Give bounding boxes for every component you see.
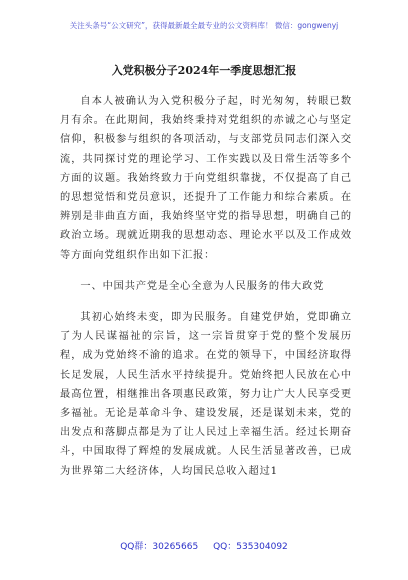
header-banner: 关注头条号“公文研究”，获得最新最全最专业的公文资料库！ 微信：gongwenyj <box>69 21 339 30</box>
intro-paragraph: 自本人被确认为入党积极分子起，时光匆匆，转眼已数月有余。在此期间，我始终秉持对党组织的赤诚之心与坚定信仰，积极参与组织的各项活动，与支部党员同志们深入交流，共同探讨党的理论学习、工作实践以及日常生活等多个方面的议题。我始终致力于向党组织靠拢，不仅提高了自己的思想觉悟和党员意识，还提升了工作能力和综合素质。在辨别是非曲直方面，我始终坚守党的指导思想，明确自己的政治立场。现就近期我的思想动态、理论水平以及工作成效等方面向党组织作出如下汇报： <box>60 96 352 261</box>
document-title: 入党积极分子2024年一季度思想汇报 <box>111 64 297 77</box>
footer-qq-group: QQ群：30265665 <box>120 542 199 552</box>
footer-contact <box>0 539 408 552</box>
footer-qq: QQ：535304092 <box>213 542 288 552</box>
section-heading: 一、中国共产党是全心全意为人民服务的伟大政党 <box>80 280 325 292</box>
section-paragraph: 其初心始终未变，即为民服务。自建党伊始，党即确立了为人民谋福祉的宗旨，这一宗旨贯穿于党的整个发展历程，成为党始终不渝的追求。在党的领导下，中国经济取得长足发展，人民生活水平持续提升。党始终把人民放在心中最高位置，相继推出各项惠民政策，努力让广大人民享受更多福祉。无论是革命斗争、建设发展，还是谋划未来，党的出发点和落脚点都是为了让人民过上幸福生活。经过长期奋斗，中国取得了辉煌的发展成就。人民生活显著改善，已成为世界第二大经济体，人均国民总收入超过1 <box>60 312 352 477</box>
document-body <box>60 92 352 481</box>
